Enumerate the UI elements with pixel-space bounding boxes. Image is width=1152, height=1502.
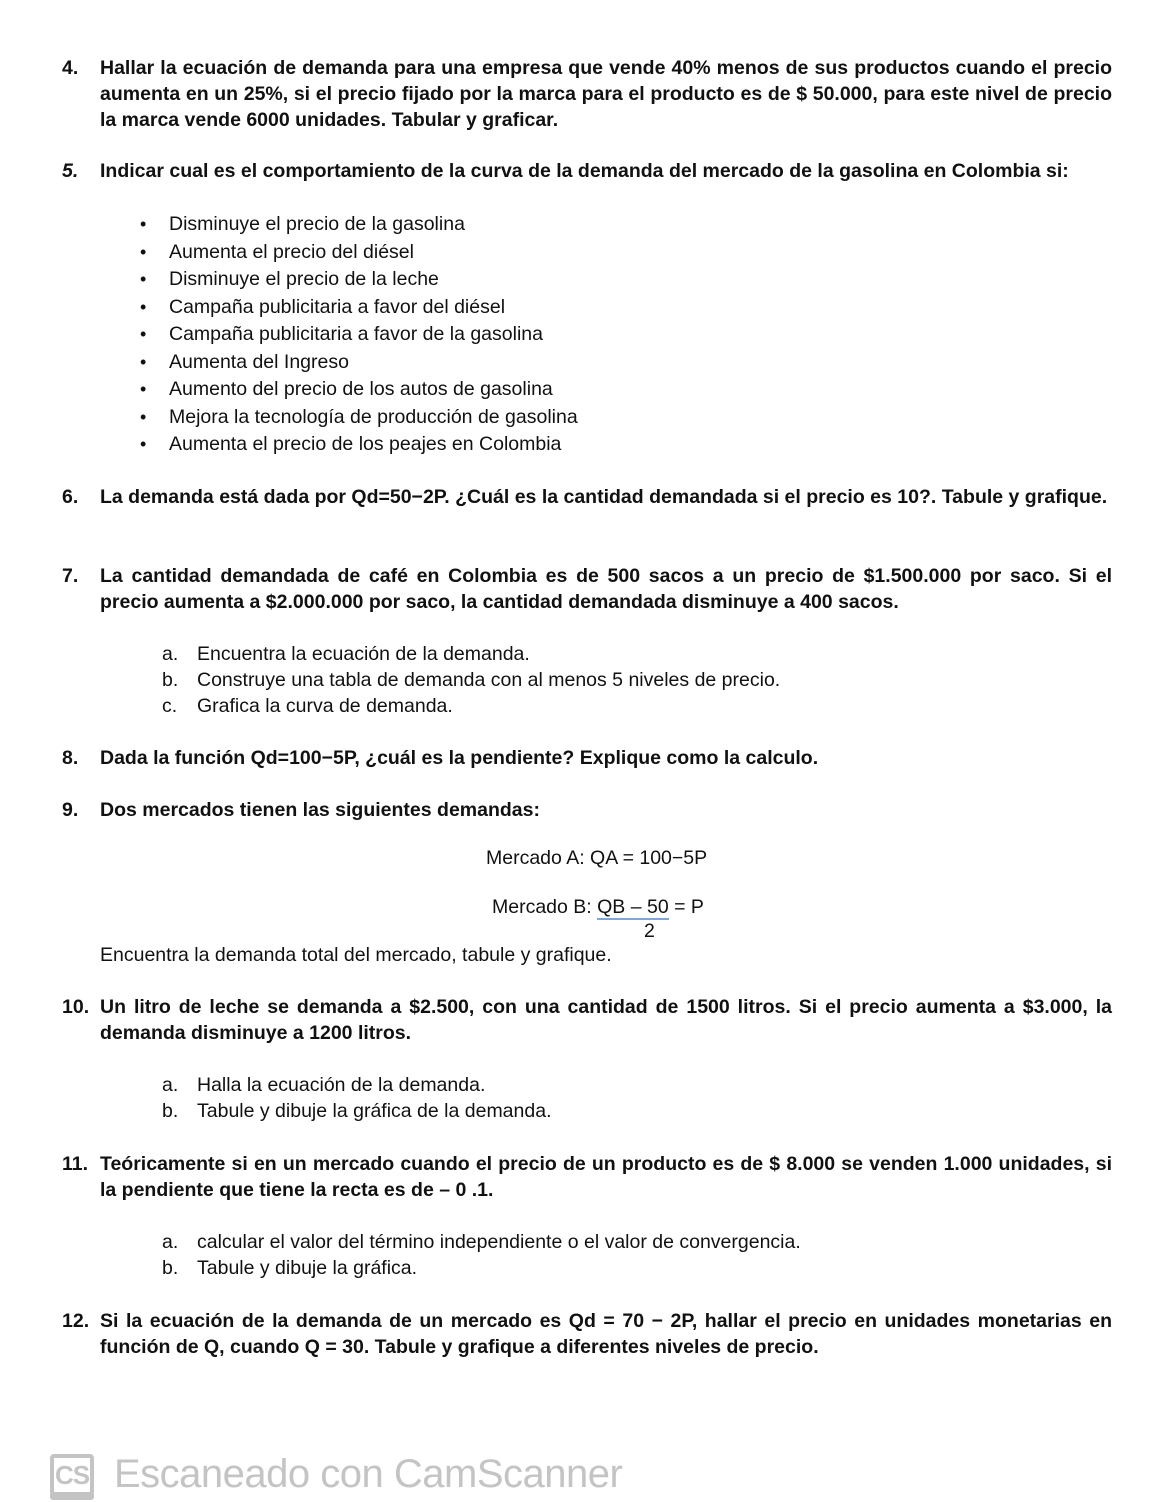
- item-letter: b.: [162, 669, 179, 691]
- item-text: Construye una tabla de demanda con al menos 5 niveles de precio.: [197, 669, 781, 691]
- question-text: La demanda está dada por Qd=50−2P. ¿Cuál es la cantidad demandada si el precio es 10?. Tabule y grafique.: [100, 486, 1108, 508]
- equation-market-a: Mercado A: QA = 100−5P: [486, 847, 708, 869]
- question-12: [62, 1308, 1112, 1360]
- question-text: La cantidad demandada de café en Colombia es de 500 sacos a un precio de $1.500.000 por saco. Si el precio aumenta a $2.000.000 por saco, la cantidad demandada disminuye a 400 sacos.: [100, 565, 1112, 613]
- equation-rhs: = P: [668, 896, 704, 918]
- camscanner-logo-icon: CS: [50, 1454, 94, 1496]
- item-letter: a.: [162, 643, 179, 665]
- question-7: [62, 563, 1112, 615]
- list-item: • Disminuye el precio de la leche: [140, 266, 578, 294]
- question-text: Dada la función Qd=100−5P, ¿cuál es la pendiente? Explique como la calculo.: [100, 747, 819, 769]
- list-item: [162, 1255, 801, 1281]
- list-item: • Aumenta del Ingreso: [140, 349, 578, 377]
- list-item: • Aumenta el precio de los peajes en Colombia: [140, 431, 578, 459]
- question-4: [62, 55, 1112, 133]
- item-letter: b.: [162, 1100, 179, 1122]
- question-number: 12.: [62, 1310, 90, 1332]
- question-9: [62, 797, 1112, 823]
- bullet-list: [140, 211, 578, 459]
- list-item: [162, 1098, 552, 1124]
- item-letter: c.: [162, 695, 178, 717]
- question-number: 5.: [62, 160, 79, 182]
- question-number: 7.: [62, 565, 79, 587]
- question-number: 4.: [62, 57, 79, 79]
- question-11: [62, 1151, 1112, 1203]
- question-number: 8.: [62, 747, 79, 769]
- item-text: calcular el valor del término independiente o el valor de convergencia.: [197, 1231, 801, 1253]
- question-5: [62, 158, 1112, 184]
- list-item: • Campaña publicitaria a favor de la gasolina: [140, 321, 578, 349]
- list-item: • Mejora la tecnología de producción de gasolina: [140, 404, 578, 432]
- list-item: [162, 1229, 801, 1255]
- fraction-numerator: QB – 50: [597, 896, 669, 918]
- question-text: Hallar la ecuación de demanda para una empresa que vende 40% menos de sus productos cuando el precio aumenta en un 25%, si el precio fijado por la marca para el producto es de $ 50.000, para este nivel de precio la marca vende 6000 unidades. Tabular y graficar.: [100, 57, 1112, 131]
- list-item: [162, 1072, 552, 1098]
- list-item: [162, 641, 780, 667]
- list-item: • Disminuye el precio de la gasolina: [140, 211, 578, 239]
- question-text: Indicar cual es el comportamiento de la curva de la demanda del mercado de la gasolina en Colombia si:: [100, 160, 1069, 182]
- item-text: Encuentra la ecuación de la demanda.: [197, 643, 530, 665]
- question-10: [62, 994, 1112, 1046]
- list-item: • Aumenta el precio del diésel: [140, 239, 578, 267]
- sub-list: [162, 1072, 552, 1124]
- question-number: 10.: [62, 996, 90, 1018]
- item-letter: b.: [162, 1257, 179, 1279]
- question-number: 6.: [62, 486, 79, 508]
- question-text: Teóricamente si en un mercado cuando el precio de un producto es de $ 8.000 se venden 1.000 unidades, si la pendiente que tiene la recta es de – 0 .1.: [100, 1153, 1112, 1201]
- question-number: 9.: [62, 799, 79, 821]
- fraction-denominator: 2: [644, 920, 655, 942]
- question-8: [62, 745, 1112, 771]
- question-9-instruction: Encuentra la demanda total del mercado, tabule y grafique.: [100, 944, 612, 966]
- item-text: Tabule y dibuje la gráfica de la demanda.: [197, 1100, 552, 1122]
- sub-list: [162, 641, 780, 719]
- camscanner-watermark: [50, 1452, 622, 1497]
- question-text: Si la ecuación de la demanda de un mercado es Qd = 70 − 2P, hallar el precio en unidades monetarias en función de Q, cuando Q = 30. Tabule y grafique a diferentes niveles de precio.: [100, 1310, 1112, 1358]
- item-text: Tabule y dibuje la gráfica.: [197, 1257, 418, 1279]
- item-text: Halla la ecuación de la demanda.: [197, 1074, 486, 1096]
- item-text: Grafica la curva de demanda.: [197, 695, 453, 717]
- item-letter: a.: [162, 1074, 179, 1096]
- question-text: Un litro de leche se demanda a $2.500, con una cantidad de 1500 litros. Si el precio aumenta a $3.000, la demanda disminuye a 1200 litros.: [100, 996, 1112, 1044]
- watermark-text: Escaneado con CamScanner: [114, 1452, 623, 1496]
- sub-list: [162, 1229, 801, 1281]
- list-item: • Campaña publicitaria a favor del diésel: [140, 294, 578, 322]
- list-item: • Aumento del precio de los autos de gasolina: [140, 376, 578, 404]
- question-6: [62, 484, 1112, 510]
- equation-market-b: [492, 894, 704, 920]
- list-item: [162, 693, 780, 719]
- question-text: Dos mercados tienen las siguientes demandas:: [100, 799, 540, 821]
- equation-label: Mercado B:: [492, 896, 598, 918]
- item-letter: a.: [162, 1231, 179, 1253]
- question-number: 11.: [62, 1153, 89, 1175]
- list-item: [162, 667, 780, 693]
